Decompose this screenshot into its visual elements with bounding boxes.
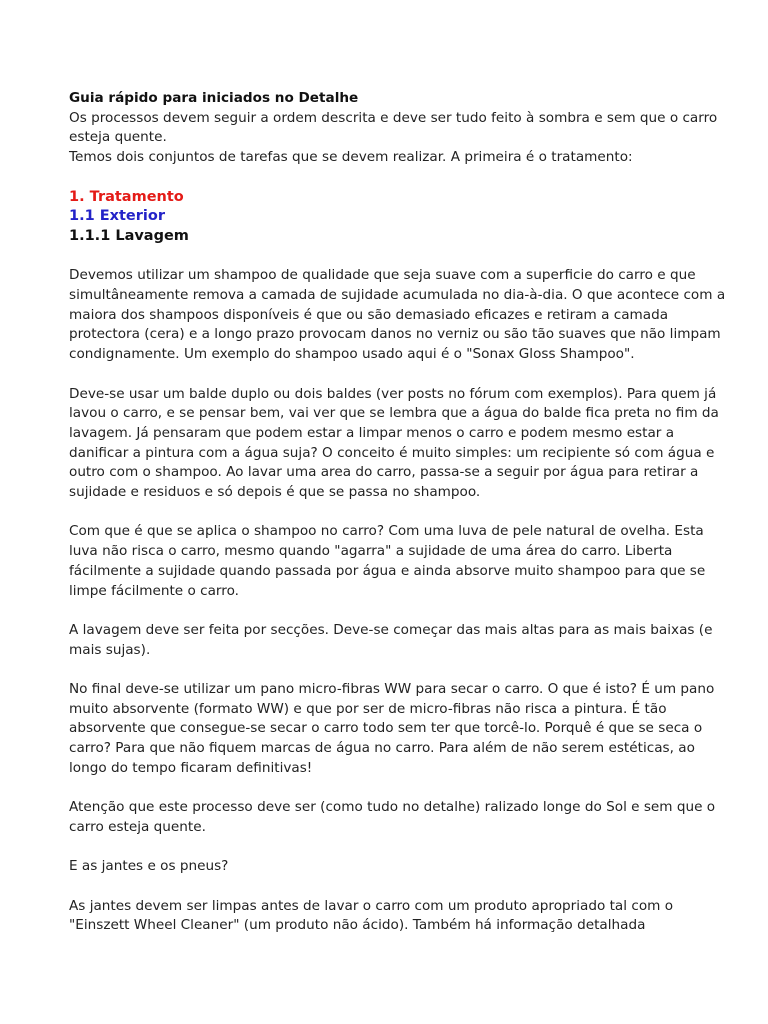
heading-level-2: 1.1 Exterior: [69, 208, 165, 225]
section-headings: [69, 188, 728, 247]
paragraph-drying: No final deve-se utilizar um pano micro-fibras WW para secar o carro. O que é isto? É um pano muito absorvente (formato WW) e que por ser de micro-fibras não risca a pintura. É tão absorvente que consegue-se secar o carro todo sem ter que torcê-lo. Porquê é que se seca o carro? Para que não fiquem marcas de água no carro. Para além de não serem estéticas, ao longo do tempo ficaram definitivas!: [69, 681, 715, 776]
paragraph-bucket: Deve-se usar um balde duplo ou dois baldes (ver posts no fórum com exemplos). Para quem já lavou o carro, e se pensar bem, vai ver que se lembra que a água do balde fica preta no fim da lavagem. Já pensaram que podem estar a limpar menos o carro e podem mesmo estar a danificar a pintura com a água suja? O conceito é muito simples: um recipiente só com água e outro com o shampoo. Ao lavar uma area do carro, passa-se a seguir por água para retirar a sujidade e residuos e só depois é que se passa no shampoo.: [69, 385, 719, 501]
paragraph-glove: Com que é que se aplica o shampoo no carro? Com uma luva de pele natural de ovelha. Esta luva não risca o carro, mesmo quando "agarra" a sujidade de uma área do carro. Liberta fácilmente a sujidade quando passada por água e ainda absorve muito shampoo para que se limpe fácilmente o carro.: [69, 523, 706, 599]
paragraph-wheels-question: E as jantes e os pneus?: [69, 858, 229, 875]
heading-level-3: 1.1.1 Lavagem: [69, 227, 189, 244]
document-title: Guia rápido para iniciados no Detalhe: [69, 90, 359, 106]
paragraph-wheels: As jantes devem ser limpas antes de lavar o carro com um produto apropriado tal com o "Einszett Wheel Cleaner" (um produto não ácido). Também há informação detalhada: [69, 897, 674, 934]
intro-section: [69, 89, 728, 168]
paragraph-shampoo: Devemos utilizar um shampoo de qualidade que seja suave com a superficie do carro e que simultâneamente remova a camada de sujidade acumulada no dia-à-dia. O que acontece com a maiora dos shampoos disponíveis é que ou são demasiado eficazes e retiram a camada protectora (cera) e a longo prazo provocam danos no verniz ou são tão suaves que não limpam condignamente. Um exemplo do shampoo usado aqui é o "Sonax Gloss Shampoo".: [69, 267, 726, 363]
heading-level-1: 1. Tratamento: [69, 188, 184, 205]
paragraph-warning: Atenção que este processo deve ser (como tudo no detalhe) ralizado longe do Sol e sem que o carro esteja quente.: [69, 799, 716, 835]
paragraph-sections: A lavagem deve ser feita por secções. Deve-se começar das mais altas para as mais baixas (e mais sujas).: [69, 621, 713, 658]
body-text: [69, 266, 728, 936]
intro-line-1: Os processos devem seguir a ordem descrita e deve ser tudo feito à sombra e sem que o carro esteja quente.: [69, 109, 718, 146]
intro-line-2: Temos dois conjuntos de tarefas que se devem realizar. A primeira é o tratamento:: [69, 149, 633, 166]
